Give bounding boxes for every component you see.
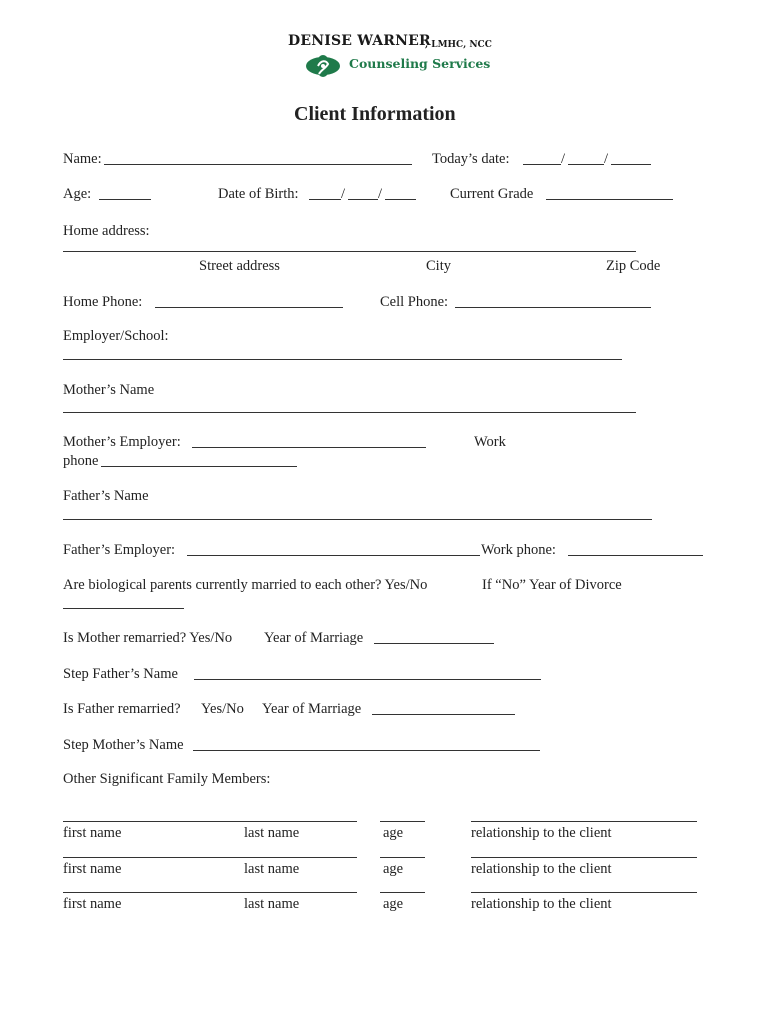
mother-remarried-label: Is Mother remarried? Yes/No	[63, 630, 233, 646]
home-phone-label: Home Phone:	[63, 294, 143, 310]
mothers-phone-label: phone	[63, 453, 99, 469]
family-age-field[interactable]	[380, 857, 425, 858]
logo-name: DENISE WARNER	[288, 33, 431, 49]
fathers-name-label: Father’s Name	[63, 488, 149, 504]
cell-phone-field[interactable]	[455, 307, 651, 308]
logo-credentials: , LMHC, NCC	[425, 40, 492, 50]
step-father-field[interactable]	[194, 679, 541, 680]
mothers-name-field[interactable]	[63, 412, 636, 413]
family-name-field[interactable]	[63, 857, 357, 858]
current-grade-field[interactable]	[546, 199, 673, 200]
date-separator: /	[378, 186, 383, 202]
mothers-employer-field[interactable]	[192, 447, 426, 448]
family-relationship-field[interactable]	[471, 821, 697, 822]
city-caption: City	[426, 258, 451, 274]
employer-school-label: Employer/School:	[63, 328, 169, 344]
family-relationship-field[interactable]	[471, 892, 697, 893]
family-name-field[interactable]	[63, 892, 357, 893]
date-separator: /	[604, 151, 609, 167]
home-phone-field[interactable]	[155, 307, 343, 308]
home-address-field[interactable]	[63, 251, 636, 252]
family-relationship-field[interactable]	[471, 857, 697, 858]
father-remarried-label: Is Father remarried?	[63, 701, 181, 717]
relationship-caption: relationship to the client	[471, 896, 612, 912]
father-remarried-yes-no: Yes/No	[201, 701, 244, 717]
fathers-work-phone-label: Work phone:	[481, 542, 556, 558]
name-label: Name:	[63, 151, 102, 167]
relationship-caption: relationship to the client	[471, 861, 612, 877]
other-family-label: Other Significant Family Members:	[63, 771, 271, 787]
step-mother-label: Step Mother’s Name	[63, 737, 184, 753]
year-of-divorce-label: If “No” Year of Divorce	[482, 577, 622, 593]
todays-date-year-field[interactable]	[611, 164, 651, 165]
logo-subtitle: Counseling Services	[349, 56, 491, 71]
dob-label: Date of Birth:	[218, 186, 299, 202]
mothers-name-label: Mother’s Name	[63, 382, 155, 398]
age-field[interactable]	[99, 199, 151, 200]
dob-month-field[interactable]	[309, 199, 341, 200]
age-caption: age	[383, 861, 404, 877]
dob-day-field[interactable]	[348, 199, 378, 200]
family-age-field[interactable]	[380, 892, 425, 893]
todays-date-label: Today’s date:	[432, 151, 510, 167]
todays-date-month-field[interactable]	[523, 164, 561, 165]
employer-school-field[interactable]	[63, 359, 622, 360]
mothers-work-phone-field[interactable]	[101, 466, 297, 467]
family-age-field[interactable]	[380, 821, 425, 822]
zip-code-caption: Zip Code	[606, 258, 661, 274]
first-name-caption: first name	[63, 896, 122, 912]
mother-year-of-marriage-field[interactable]	[374, 643, 494, 644]
last-name-caption: last name	[244, 861, 300, 877]
cell-phone-label: Cell Phone:	[380, 294, 449, 310]
year-of-divorce-field[interactable]	[63, 608, 184, 609]
father-year-of-marriage-label: Year of Marriage	[262, 701, 362, 717]
home-address-label: Home address:	[63, 223, 150, 239]
fathers-employer-field[interactable]	[187, 555, 480, 556]
fathers-work-phone-field[interactable]	[568, 555, 703, 556]
fathers-employer-label: Father’s Employer:	[63, 542, 176, 558]
date-separator: /	[561, 151, 566, 167]
street-address-caption: Street address	[199, 258, 280, 274]
current-grade-label: Current Grade	[450, 186, 534, 202]
age-label: Age:	[63, 186, 92, 202]
father-year-of-marriage-field[interactable]	[372, 714, 515, 715]
first-name-caption: first name	[63, 825, 122, 841]
todays-date-day-field[interactable]	[568, 164, 604, 165]
age-caption: age	[383, 896, 404, 912]
page-title: Client Information	[294, 103, 456, 125]
bio-parents-married-label: Are biological parents currently married to each other? Yes/No	[63, 577, 428, 593]
dob-year-field[interactable]	[385, 199, 416, 200]
age-caption: age	[383, 825, 404, 841]
name-field[interactable]	[104, 164, 412, 165]
step-mother-field[interactable]	[193, 750, 540, 751]
first-name-caption: first name	[63, 861, 122, 877]
family-name-field[interactable]	[63, 821, 357, 822]
fathers-name-field[interactable]	[63, 519, 652, 520]
last-name-caption: last name	[244, 896, 300, 912]
step-father-label: Step Father’s Name	[63, 666, 178, 682]
relationship-caption: relationship to the client	[471, 825, 612, 841]
last-name-caption: last name	[244, 825, 300, 841]
date-separator: /	[341, 186, 346, 202]
mother-year-of-marriage-label: Year of Marriage	[264, 630, 364, 646]
mothers-employer-label: Mother’s Employer:	[63, 434, 181, 450]
mothers-work-label: Work	[474, 434, 506, 450]
logo-icon	[304, 52, 342, 80]
